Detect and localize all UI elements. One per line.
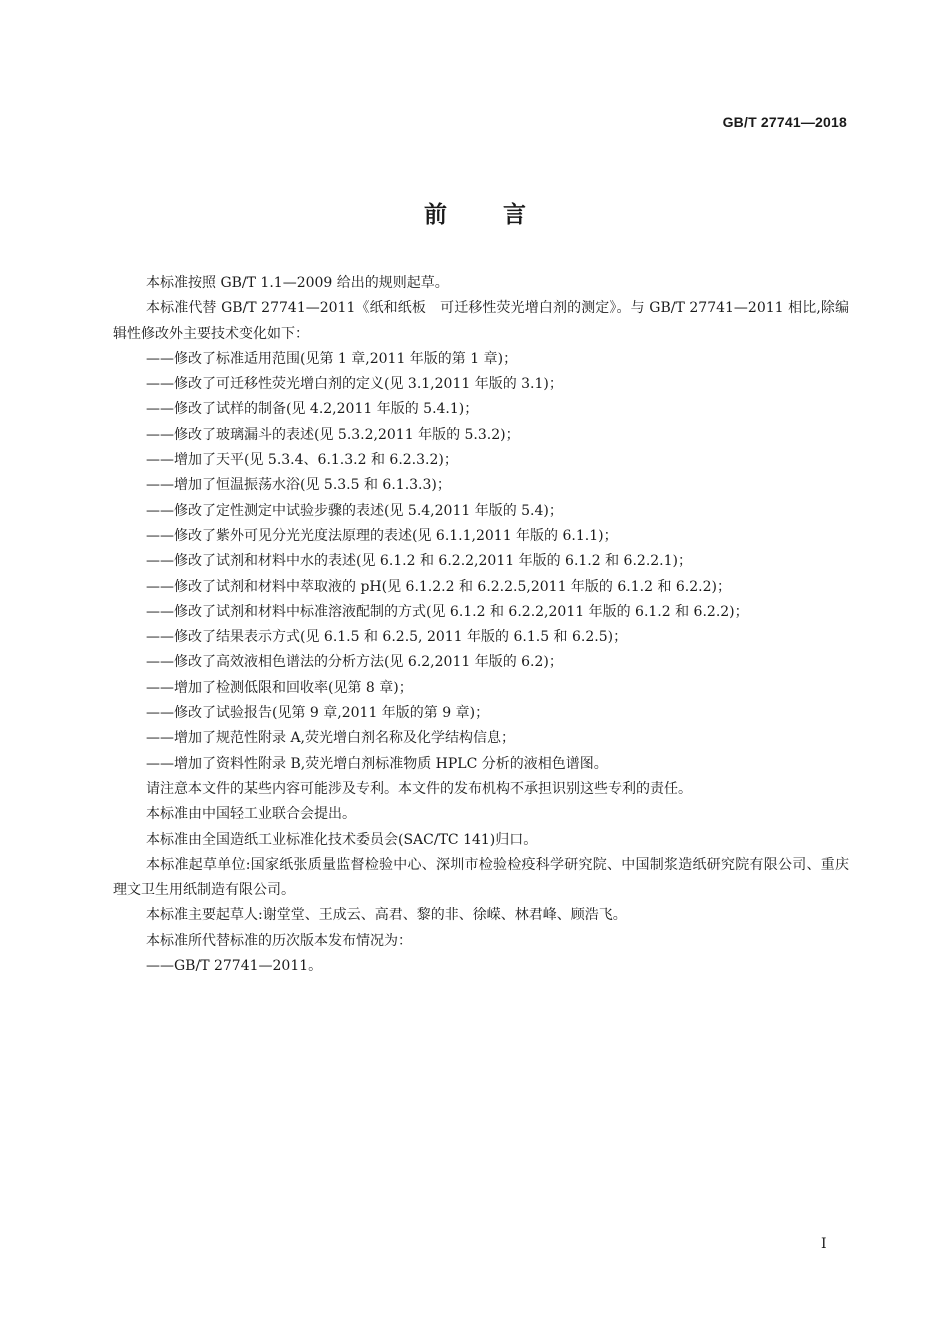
change-item: ——修改了玻璃漏斗的表述(见 5.3.2,2011 年版的 5.3.2)；: [146, 426, 520, 443]
title-char-1: 前: [424, 202, 447, 228]
intro-paragraph: 本标准按照 GB/T 1.1—2009 给出的规则起草。: [146, 275, 449, 291]
change-item: ——修改了试剂和材料中标准溶液配制的方式(见 6.1.2 和 6.2.2,2011 年版的 6.1.2 和 6.2.2)；: [146, 603, 749, 620]
change-item: ——修改了标准适用范围(见第 1 章,2011 年版的第 1 章)；: [146, 350, 518, 367]
change-item: ——修改了试剂和材料中萃取液的 pH(见 6.1.2.2 和 6.2.2.5,2011 年版的 6.1.2 和 6.2.2)；: [146, 578, 731, 595]
change-item: ——增加了资料性附录 B,荧光增白剂标准物质 HPLC 分析的液相色谱图。: [146, 755, 608, 772]
proposer-paragraph: 本标准由中国轻工业联合会提出。: [146, 806, 356, 823]
change-item: ——增加了天平(见 5.3.4、6.1.3.2 和 6.2.3.2)；: [146, 452, 458, 469]
change-item: ——增加了规范性附录 A,荧光增白剂名称及化学结构信息；: [146, 730, 516, 747]
change-item: ——修改了可迁移性荧光增白剂的定义(见 3.1,2011 年版的 3.1)；: [146, 376, 563, 393]
intro-paragraph: 本标准代替 GB/T 27741—2011《纸和纸板 可迁移性荧光增白剂的测定》。与 GB/T 27741—2011 相比,除编辑性修改外主要技术变化如下：: [113, 300, 849, 342]
change-item: ——修改了结果表示方式(见 6.1.5 和 6.2.5, 2011 年版的 6.1.5 和 6.2.5)；: [146, 629, 628, 646]
change-item: ——修改了定性测定中试验步骤的表述(见 5.4,2011 年版的 5.4)；: [146, 502, 563, 519]
standard-number-header: GB/T 27741—2018: [722, 114, 847, 130]
change-item: ——修改了试样的制备(见 4.2,2011 年版的 5.4.1)；: [146, 401, 479, 418]
change-item: ——增加了恒温振荡水浴(见 5.3.5 和 6.1.3.3)；: [146, 477, 451, 494]
committee-paragraph: 本标准由全国造纸工业标准化技术委员会(SAC/TC 141)归口。: [146, 831, 538, 848]
page-title: [0, 196, 950, 229]
history-item: ——GB/T 27741—2011。: [146, 958, 323, 975]
change-item: ——增加了检测低限和回收率(见第 8 章)；: [146, 679, 413, 696]
drafting-units-paragraph: 本标准起草单位:国家纸张质量监督检验中心、深圳市检验检疫科学研究院、中国制浆造纸研究院有限公司、重庆理文卫生用纸制造有限公司。: [113, 856, 849, 899]
drafters-paragraph: 本标准主要起草人:谢堂堂、王成云、高君、黎的非、徐嵘、林君峰、顾浩飞。: [146, 907, 627, 924]
change-item: ——修改了紫外可见分光光度法原理的表述(见 6.1.1,2011 年版的 6.1.1)；: [146, 527, 618, 544]
change-item: ——修改了高效液相色谱法的分析方法(见 6.2,2011 年版的 6.2)；: [146, 654, 563, 671]
change-item: ——修改了试剂和材料中水的表述(见 6.1.2 和 6.2.2,2011 年版的 6.1.2 和 6.2.2.1)；: [146, 553, 692, 570]
page-number: I: [821, 1236, 827, 1252]
foreword-body: [113, 271, 849, 979]
patent-notice: 请注意本文件的某些内容可能涉及专利。本文件的发布机构不承担识别这些专利的责任。: [146, 780, 692, 797]
history-intro-paragraph: 本标准所代替标准的历次版本发布情况为：: [146, 932, 412, 949]
change-item: ——修改了试验报告(见第 9 章,2011 年版的第 9 章)；: [146, 705, 490, 722]
title-char-2: 言: [503, 202, 526, 228]
